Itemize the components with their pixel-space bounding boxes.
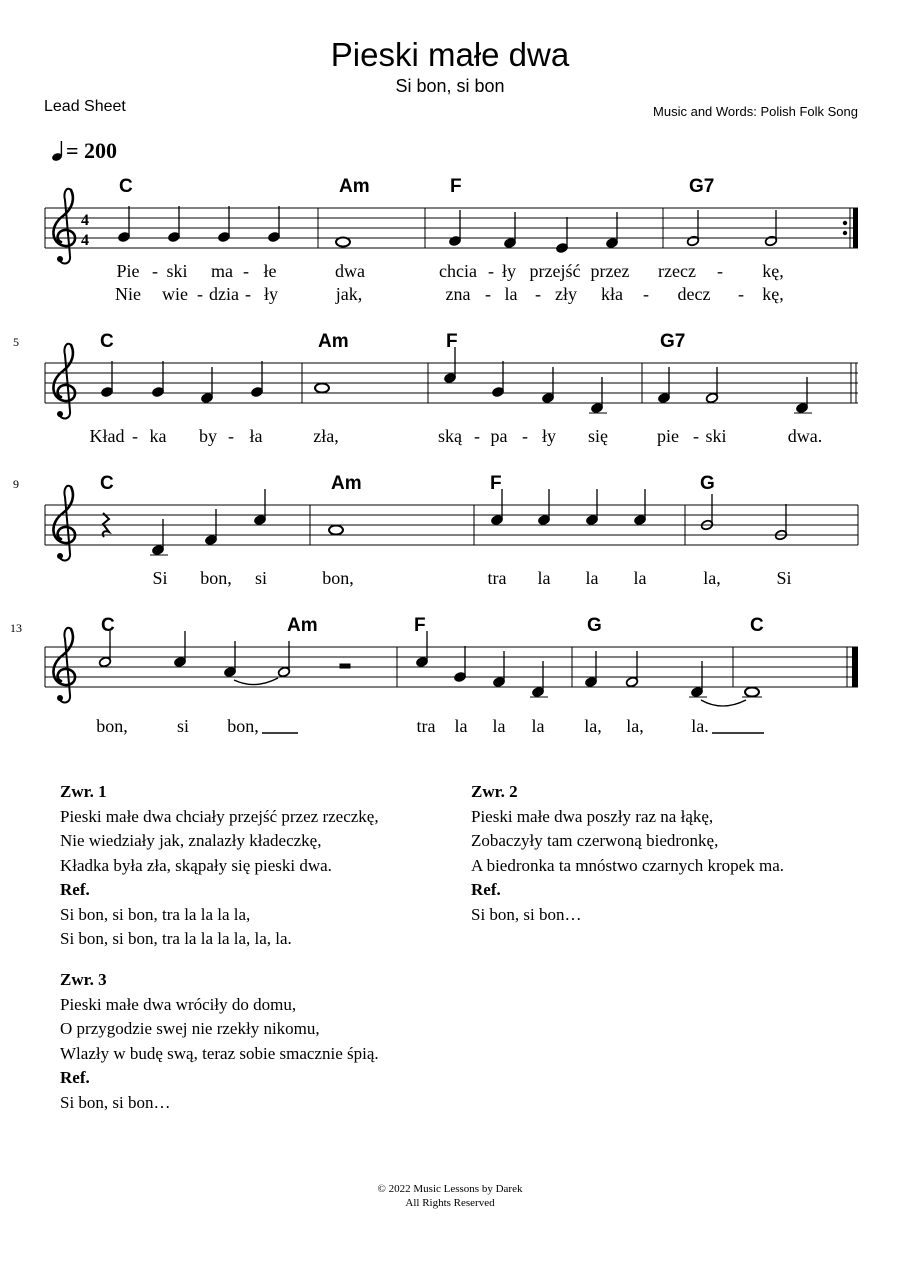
verse-line: Pieski małe dwa poszły raz na łąkę, (471, 806, 714, 826)
verse-title: Zwr. 2 (471, 782, 518, 801)
lyrics-line-1 (152, 568, 791, 588)
composer-credit: Music and Words: Polish Folk Song (653, 104, 858, 119)
svg-text:kę,: kę, (762, 284, 784, 304)
lyrics-line-1 (116, 261, 783, 281)
svg-text:-: - (243, 261, 249, 281)
chord-symbol: C (101, 615, 115, 636)
svg-text:rzecz: rzecz (658, 261, 696, 281)
svg-text:-: - (535, 284, 541, 304)
svg-text:la: la (585, 568, 599, 588)
svg-text:jak,: jak, (335, 284, 363, 304)
tempo-value: = 200 (66, 137, 118, 163)
svg-text:la,: la, (626, 716, 644, 736)
svg-text:Si: Si (152, 568, 168, 588)
svg-text:tra: tra (416, 716, 436, 736)
chord-symbol: Am (339, 176, 370, 197)
copyright-text: © 2022 Music Lessons by Darek (377, 1183, 523, 1195)
svg-text:ły: ły (501, 261, 517, 281)
refrain-line: Si bon, si bon, tra la la la la, (60, 904, 251, 924)
svg-text:się: się (588, 426, 608, 446)
chord-symbol: C (100, 331, 114, 352)
svg-text:przez: przez (590, 261, 630, 281)
svg-text:ka: ka (149, 426, 167, 446)
chord-symbol: C (750, 615, 764, 636)
svg-text:ły: ły (263, 284, 279, 304)
svg-text:zły: zły (555, 284, 577, 304)
chord-symbol: Am (318, 331, 349, 352)
refrain-line: Si bon, si bon, tra la la la la, la, la. (60, 929, 292, 948)
svg-text:łe: łe (263, 261, 277, 281)
verse-line: Kładka była zła, skąpały się pieski dwa. (60, 855, 332, 875)
chord-symbol: G (587, 615, 602, 636)
svg-text:si: si (176, 716, 190, 736)
svg-text:la: la (537, 568, 551, 588)
svg-text:ską: ską (438, 426, 462, 446)
svg-text:la.: la. (691, 716, 709, 736)
svg-text:bon,: bon, (322, 568, 354, 588)
rights-text: All Rights Reserved (405, 1197, 495, 1209)
lyrics-line-2 (115, 284, 784, 304)
lead-sheet-label: Lead Sheet (44, 98, 126, 115)
verse-title: Zwr. 1 (60, 782, 107, 801)
lyrics-line-1 (90, 426, 823, 446)
chord-symbol: C (100, 473, 114, 494)
svg-text:kła: kła (601, 284, 623, 304)
measure-number: 5 (13, 335, 19, 349)
svg-text:zła,: zła, (313, 426, 339, 446)
svg-text:si: si (254, 568, 268, 588)
svg-text:-: - (738, 284, 744, 304)
svg-text:-: - (245, 284, 251, 304)
treble-clef-icon (53, 344, 75, 419)
verse-3-block (60, 968, 379, 1115)
svg-text:dwa.: dwa. (787, 426, 823, 446)
svg-text:-: - (474, 426, 480, 446)
verse-line: Pieski małe dwa wróciły do domu, (60, 994, 297, 1014)
svg-text:bon,: bon, (227, 716, 259, 736)
svg-text:zna: zna (445, 284, 471, 304)
svg-text:chcia: chcia (439, 261, 477, 281)
footer (0, 1182, 900, 1210)
svg-text:-: - (522, 426, 528, 446)
svg-text:la,: la, (703, 568, 721, 588)
chord-symbol: F (446, 331, 458, 352)
svg-text:dwa: dwa (335, 261, 365, 281)
measure-number: 13 (10, 621, 22, 635)
svg-text:decz: decz (677, 284, 711, 304)
refrain-line: Si bon, si bon… (60, 1092, 171, 1112)
svg-text:-: - (228, 426, 234, 446)
treble-clef-icon (53, 189, 75, 264)
tie (234, 678, 278, 685)
svg-text:-: - (693, 426, 699, 446)
svg-text:-: - (717, 261, 723, 281)
staff-system-3 (13, 473, 858, 588)
svg-text:la: la (492, 716, 506, 736)
notes-system-1 (117, 206, 777, 254)
verse-1-block (60, 780, 379, 952)
svg-text:la: la (633, 568, 647, 588)
svg-text:-: - (485, 284, 491, 304)
svg-text:kę,: kę, (762, 261, 784, 281)
svg-text:la: la (504, 284, 518, 304)
svg-text:-: - (132, 426, 138, 446)
chord-symbol: G7 (660, 331, 686, 352)
svg-text:-: - (152, 261, 158, 281)
svg-text:pa: pa (490, 426, 508, 446)
svg-text:-: - (643, 284, 649, 304)
svg-text:bon,: bon, (96, 716, 128, 736)
chord-symbol: G7 (689, 176, 715, 197)
svg-text:dzia: dzia (209, 284, 239, 304)
chord-symbol: F (450, 176, 462, 197)
svg-text:ły: ły (541, 426, 557, 446)
chord-symbol: C (119, 176, 133, 197)
notes-system-2 (100, 347, 812, 414)
svg-text:ski: ski (705, 426, 727, 446)
song-subtitle: Si bon, si bon (395, 76, 505, 96)
svg-text:pie: pie (657, 426, 679, 446)
svg-text:la: la (454, 716, 468, 736)
verse-line: Zobaczyły tam czerwoną biedronkę, (471, 831, 719, 850)
svg-text:la,: la, (584, 716, 602, 736)
refrain-title: Ref. (60, 1068, 90, 1087)
measure-number: 9 (13, 477, 19, 491)
verse-title: Zwr. 3 (60, 970, 107, 989)
svg-text:Kład: Kład (89, 426, 125, 446)
svg-text:ski: ski (166, 261, 188, 281)
svg-text:przejść: przejść (529, 261, 581, 281)
refrain-title: Ref. (60, 880, 90, 899)
svg-text:ła: ła (249, 426, 263, 446)
svg-text:-: - (488, 261, 494, 281)
refrain-line: Si bon, si bon… (471, 904, 582, 924)
half-rest (340, 664, 350, 668)
treble-clef-icon (53, 486, 75, 561)
notes-system-4 (98, 631, 762, 706)
tie (701, 700, 746, 706)
svg-text:Nie: Nie (115, 284, 141, 304)
chord-symbol: F (414, 615, 426, 636)
time-signature-top: 4 (81, 212, 89, 229)
staff-system-1 (45, 176, 858, 304)
verse-line: Pieski małe dwa chciały przejść przez rzeczkę, (60, 806, 379, 826)
verse-line: A biedronka ta mnóstwo czarnych kropek ma. (471, 855, 784, 875)
svg-text:-: - (197, 284, 203, 304)
time-signature-bottom: 4 (81, 232, 89, 249)
svg-text:la: la (531, 716, 545, 736)
svg-text:wie: wie (162, 284, 188, 304)
verse-line: Wlazły w budę swą, teraz sobie smacznie śpią. (60, 1043, 379, 1063)
verse-2-block (471, 780, 784, 927)
staff-system-2 (13, 331, 858, 446)
chord-symbol: F (490, 473, 502, 494)
chord-symbol: Am (287, 615, 318, 636)
song-title: Pieski małe dwa (330, 36, 570, 73)
svg-text:by: by (199, 426, 217, 446)
svg-text:bon,: bon, (200, 568, 232, 588)
chord-symbol: Am (331, 473, 362, 494)
svg-text:Pie: Pie (116, 261, 140, 281)
staff-system-4 (10, 615, 858, 736)
svg-text:Si: Si (776, 568, 792, 588)
treble-clef-icon (53, 628, 75, 703)
verse-line: Nie wiedziały jak, znalazły kładeczkę, (60, 831, 322, 850)
svg-text:tra: tra (487, 568, 507, 588)
lyrics-line-1 (96, 716, 709, 736)
verse-line: O przygodzie swej nie rzekły nikomu, (60, 1019, 320, 1038)
refrain-title: Ref. (471, 880, 501, 899)
svg-text:ma: ma (211, 261, 233, 281)
chord-symbol: G (700, 473, 715, 494)
